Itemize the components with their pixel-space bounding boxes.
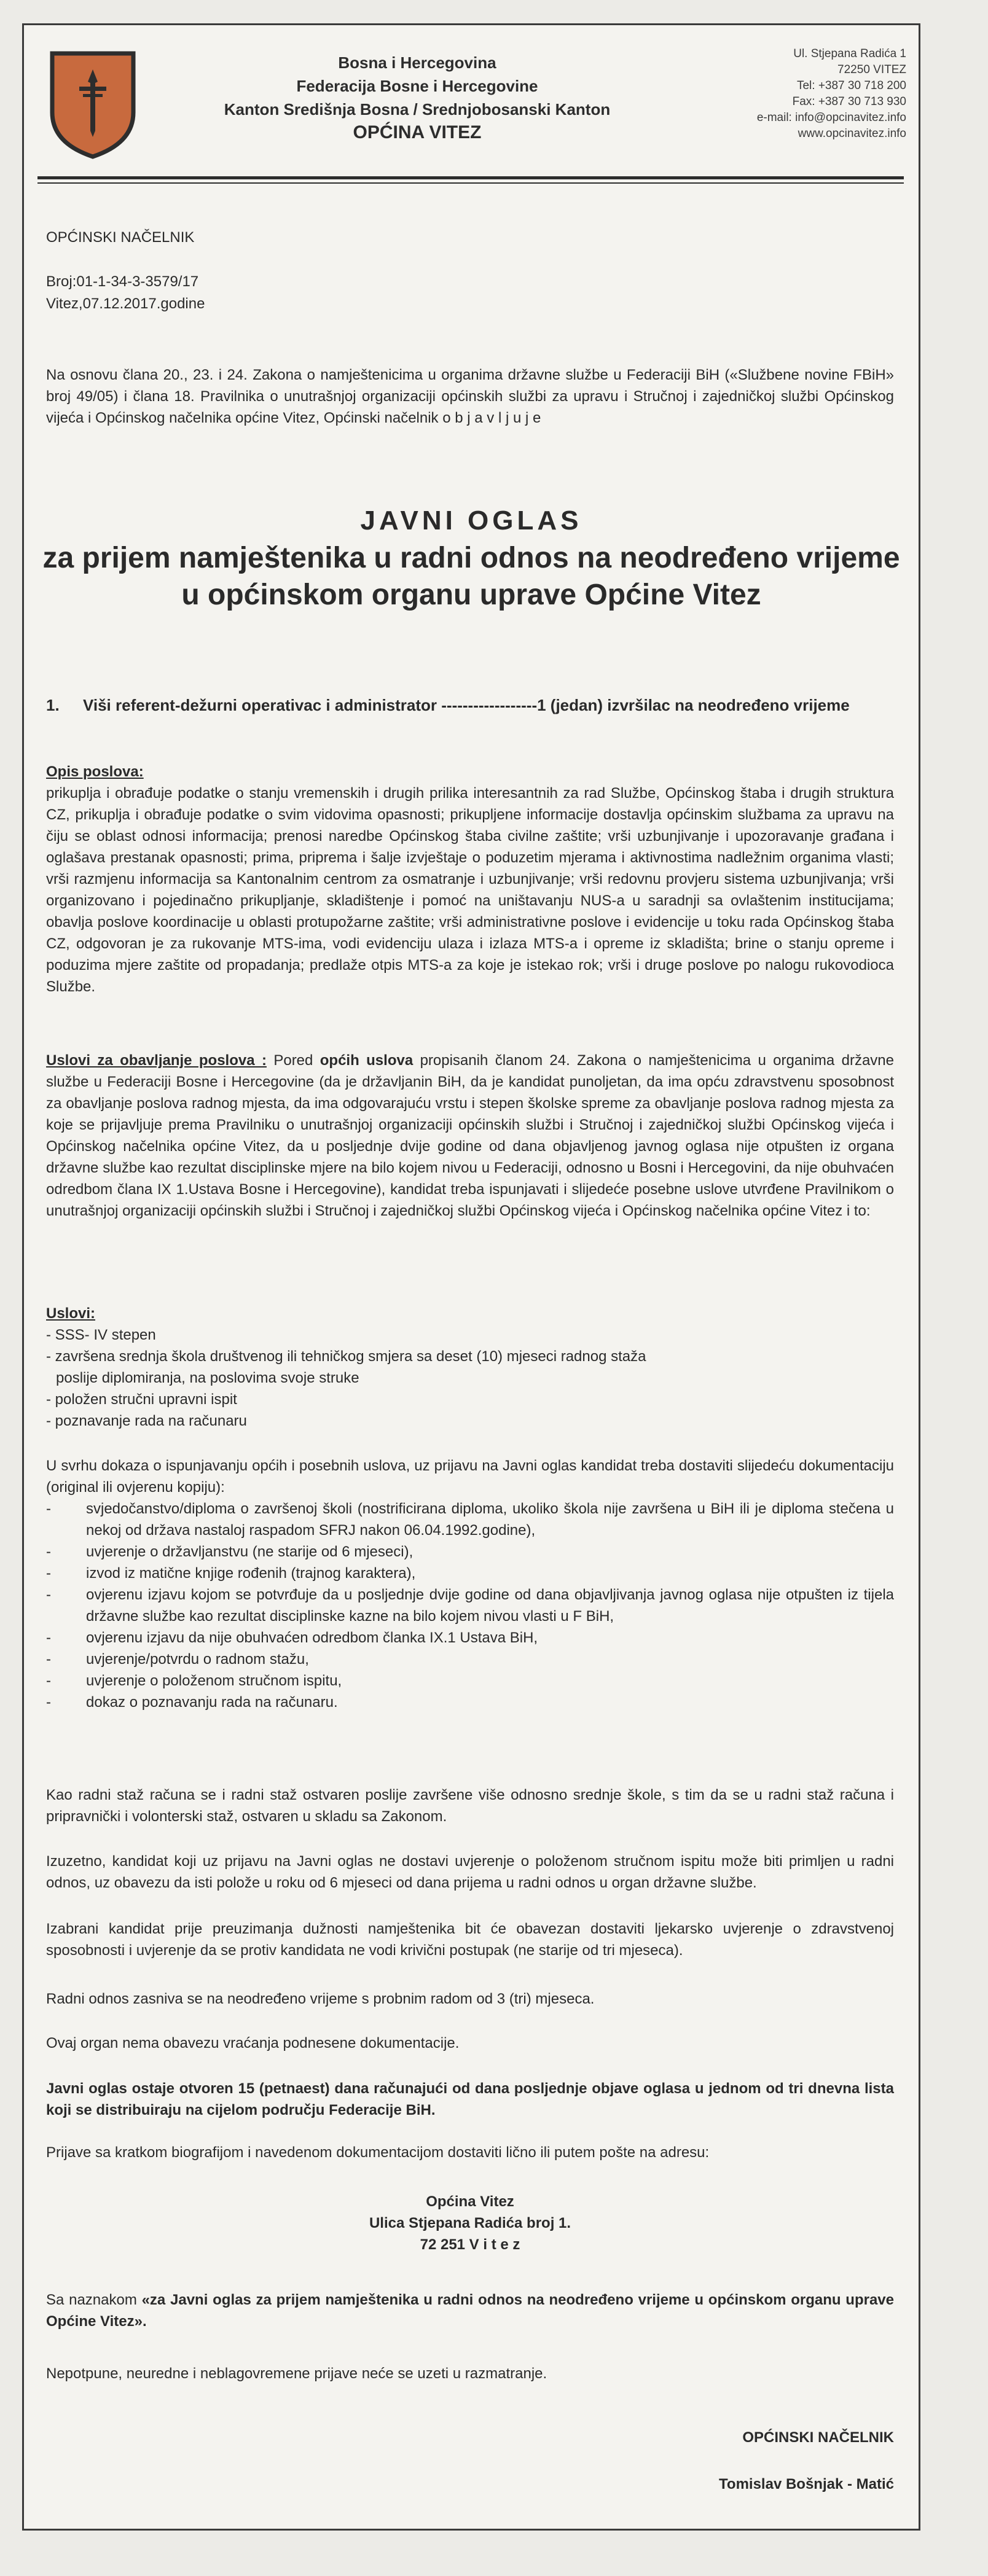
position-text: Viši referent-dežurni operativac i administrator ------------------1 (jedan) izvršilac na neodređeno vrijeme bbox=[83, 696, 850, 714]
incomplete-applications-paragraph: Nepotpune, neuredne i neblagovremene prijave neće se uzeti u razmatranje. bbox=[46, 2365, 547, 2382]
conditions-lead: Uslovi za obavljanje poslova : bbox=[46, 1052, 267, 1069]
letterhead-contact-block bbox=[704, 46, 906, 142]
letterhead-website: www.opcinavitez.info bbox=[798, 127, 906, 140]
document-item: - dokaz o poznavanju rada na računaru. bbox=[46, 1694, 338, 1711]
announcement-title: JAVNI OGLAS bbox=[360, 505, 582, 536]
special-conditions-heading: Uslovi: bbox=[46, 1305, 96, 1322]
subtitle-line-1: za prijem namještenika u radni odnos na neodređeno vrijeme bbox=[42, 542, 900, 574]
document-item: - ovjerenu izjavu kojom se potvrđuje da u posljednje dvije godine od dana objavljivanja javnog oglasa nije otpušten iz tijela državne službe kao rezultat disciplinske kazne na bilo kojem nivou vlasti u F BiH, bbox=[46, 1587, 894, 1625]
label-paragraph bbox=[46, 2289, 894, 2332]
label-bold: «za Javni oglas za prijem namještenika u radni odnos na neodređeno vrijeme u općinskom organu uprave Općine Vitez». bbox=[46, 2292, 894, 2330]
selected-candidate-paragraph: Izabrani kandidat prije preuzimanja dužnosti namještenika bit će obavezan dostaviti ljekarsko uvjerenje o zdravstvenoj sposobnosti i uvjerenje da se protiv kandidata ne vodi krivični postupak (ne starije od tri mjeseca). bbox=[46, 1921, 894, 1959]
condition-item: - položen stručni upravni ispit bbox=[46, 1391, 237, 1408]
announcement-subtitle bbox=[24, 540, 919, 614]
document-date: Vitez,07.12.2017.godine bbox=[46, 295, 205, 312]
letterhead-email: e-mail: info@opcinavitez.info bbox=[756, 111, 906, 124]
letterhead-phone: Tel: +387 30 718 200 bbox=[796, 79, 906, 92]
subtitle-line-2: u općinskom organu uprave Općine Vitez bbox=[181, 579, 761, 611]
position-number: 1. bbox=[46, 696, 60, 714]
letterhead bbox=[24, 25, 919, 179]
letterhead-federation: Federacija Bosne i Hercegovine bbox=[296, 77, 538, 95]
documents-section bbox=[46, 1455, 894, 1713]
address-line: 72 251 V i t e z bbox=[420, 2236, 520, 2253]
exception-paragraph: Izuzetno, kandidat koji uz prijavu na Javni oglas ne dostavi uvjerenje o položenom stručnom ispitu može biti primljen u radni odnos, uz obavezu da isti polože u roku od 6 mjeseci od dana prijema u radni odnos u organ državne službe. bbox=[46, 1853, 894, 1891]
signature-title: OPĆINSKI NAČELNIK bbox=[742, 2429, 894, 2446]
condition-item: - SSS- IV stepen bbox=[46, 1327, 156, 1343]
conditions-pred: Pored bbox=[266, 1052, 320, 1069]
intro-paragraph: Na osnovu člana 20., 23. i 24. Zakona o namještenicima u organima državne službe u Federaciji BiH («Službene novine FBiH» broj 49/05) i člana 18. Pravilnika o unutrašnjoj organizaciji općinskih službi za upravu i Stručnoj i zajedničkoj službi Općinskog vijeća i Općinskog načelnika općine Vitez, Općinski načelnik o b j a v l j u j e bbox=[46, 367, 894, 426]
special-conditions-section bbox=[46, 1303, 894, 1432]
document-number: Broj:01-1-34-3-3579/17 bbox=[46, 273, 199, 290]
letterhead-municipality: OPĆINA VITEZ bbox=[353, 122, 482, 142]
position-title bbox=[46, 696, 906, 715]
job-description-text: prikuplja i obrađuje podatke o stanju vremenskih i drugih prilika interesantnih za rad Službe, Općinskog štaba i drugih struktura CZ, prikuplja i obrađuje podatke o svim vidovima opasnosti; prikupljene informacije dostavlja općinskim službama za upravu na čiju se oblast odnosi informacija; prenosi naredbe Općinskog štaba civilne zaštite; vrši uzbunjivanje i upozoravanje građana i oglašava prestanak opasnosti; prima, priprema i šalje izvještaje o poduzetim mjerama i aktivnostima nadležnim organima vlasti; vrši razmjenu informacija sa Kantonalnim centrom za osmatranje i uzbunjivanje; vrši redovnu provjeru sistema uzbunjivanja; vrši organizovano i pojedinačno prikupljanje, skladištenje i pomoć na uništavanju NUS-a u saradnji sa ovlaštenim institucijama; obavlja poslove koordinacije u oblasti protupožarne zaštite; vrši administrativne poslove i evidencije u toku rada Općinskog štaba CZ, odgovoran je za rukovanje MTS-ima, vodi evidenciju ulaza i izlaza MTS-a i opreme iz skladišta; brine o stanju opreme i poduzima mjere zaštite od propadanja; predlaže otpis MTS-a za koje je istekao rok; vrši i druge poslove po nalogu rukovodioca Službe. bbox=[46, 785, 894, 995]
conditions-text: propisanih članom 24. Zakona o namještenicima u organima državne službe u Federaciji Bosne i Hercegovine (da je državljanin BiH, da je kandidat punoljetan, da ima opću zdravstvenu sposobnost za obavljanje poslova radnog mjesta, da ima odgovarajuću vrstu i stepen školske spreme za obavljanje poslova radnog mjesta za koje se prijavljuje prema Pravilniku o unutrašnjoj organizaciji općinskih službi i Stručnoj i zajedničkoj službi Općinskog vijeća i Općinskog načelnika općine Vitez, da u posljednje dvije godine od dana objavljenog javnog oglasa nije otpušten iz organa državne službe kao rezultat disciplinske mjere na bilo kojem nivou u Federaciji, odnosno u Bosni i Hercegovini, da nije obuhvaćen odredbom člana IX 1.Ustava Bosne i Hercegovine), kandidat treba ispunjavati i slijedeće posebne uslove utvrđene Pravilnikom o unutrašnjoj organizaciji općinskih službi i Stručnoj i zajedničkoj službi Općinskog vijeća i Općinskog načelnika općine Vitez i to: bbox=[46, 1052, 894, 1219]
letterhead-title-block bbox=[208, 51, 626, 144]
letterhead-country: Bosna i Hercegovina bbox=[338, 53, 496, 72]
coat-of-arms-icon bbox=[50, 51, 136, 159]
condition-item: - poznavanje rada na računaru bbox=[46, 1413, 247, 1429]
address-line: Općina Vitez bbox=[426, 2193, 514, 2210]
document-item: - uvjerenje o položenom stručnom ispitu, bbox=[46, 1672, 342, 1689]
document-item: - uvjerenje o državljanstvu (ne starije od 6 mjeseci), bbox=[46, 1544, 414, 1560]
job-description-heading: Opis poslova: bbox=[46, 763, 144, 780]
letterhead-divider bbox=[37, 176, 904, 179]
documentation-paragraph: Ovaj organ nema obavezu vraćanja podnesene dokumentacije. bbox=[46, 2035, 460, 2051]
applications-paragraph: Prijave sa kratkom biografijom i navedenom dokumentacijom dostaviti lično ili putem pošte na adresu: bbox=[46, 2144, 710, 2161]
letterhead-divider-thin bbox=[37, 182, 904, 184]
employment-paragraph: Radni odnos zasniva se na neodređeno vrijeme s probnim radom od 3 (tri) mjeseca. bbox=[46, 1991, 595, 2007]
condition-item: poslije diplomiranja, na poslovima svoje struke bbox=[56, 1370, 359, 1386]
address-line: Ulica Stjepana Radića broj 1. bbox=[369, 2215, 571, 2231]
documents-intro: U svrhu dokaza o ispunjavanju općih i posebnih uslova, uz prijavu na Javni oglas kandidat treba dostaviti slijedeću dokumentaciju (original ili ovjerenu kopiju): bbox=[46, 1458, 894, 1496]
document-item: - izvod iz matične knjige rođenih (trajnog karaktera), bbox=[46, 1565, 416, 1582]
signature-name: Tomislav Bošnjak - Matić bbox=[719, 2476, 894, 2492]
letterhead-city: 72250 VITEZ bbox=[837, 63, 906, 76]
document-item: - ovjerenu izjavu da nije obuhvaćen odredbom članka IX.1 Ustava BiH, bbox=[46, 1630, 538, 1646]
condition-item: - završena srednja škola društvenog ili tehničkog smjera sa deset (10) mjeseci radnog staža bbox=[46, 1348, 646, 1365]
office-name: OPĆINSKI NAČELNIK bbox=[46, 229, 195, 246]
letterhead-canton: Kanton Središnja Bosna / Srednjobosanski Kanton bbox=[224, 100, 611, 119]
letterhead-street: Ul. Stjepana Radića 1 bbox=[793, 47, 906, 60]
letterhead-fax: Fax: +387 30 713 930 bbox=[792, 95, 906, 108]
document-item: - svjedočanstvo/diploma o završenoj školi (nostrificirana diploma, ukoliko škola nije završena u BiH ili je diploma stečena u nekoj od država nastaloj raspadom SFRJ nakon 06.04.1992.godine), bbox=[46, 1501, 894, 1539]
work-experience-paragraph: Kao radni staž računa se i radni staž ostvaren poslije završene više odnosno srednje škole, s tim da se u radni staž računa i pripravnički i volonterski staž, ostvaren u skladu sa Zakonom. bbox=[46, 1787, 894, 1825]
mailing-address bbox=[46, 2191, 894, 2255]
conditions-general-bold: općih uslova bbox=[320, 1052, 414, 1069]
job-description-section bbox=[46, 761, 894, 997]
document-item: - uvjerenje/potvrdu o radnom stažu, bbox=[46, 1651, 309, 1668]
open-period-paragraph: Javni oglas ostaje otvoren 15 (petnaest) dana računajući od dana posljednje objave oglasa u jednom od tri dnevna lista koji se distribuiraju na cijelom području Federacije BiH. bbox=[46, 2080, 894, 2118]
document-page bbox=[22, 23, 920, 2531]
label-pre: Sa naznakom bbox=[46, 2292, 142, 2308]
general-conditions-paragraph bbox=[46, 1050, 894, 1222]
